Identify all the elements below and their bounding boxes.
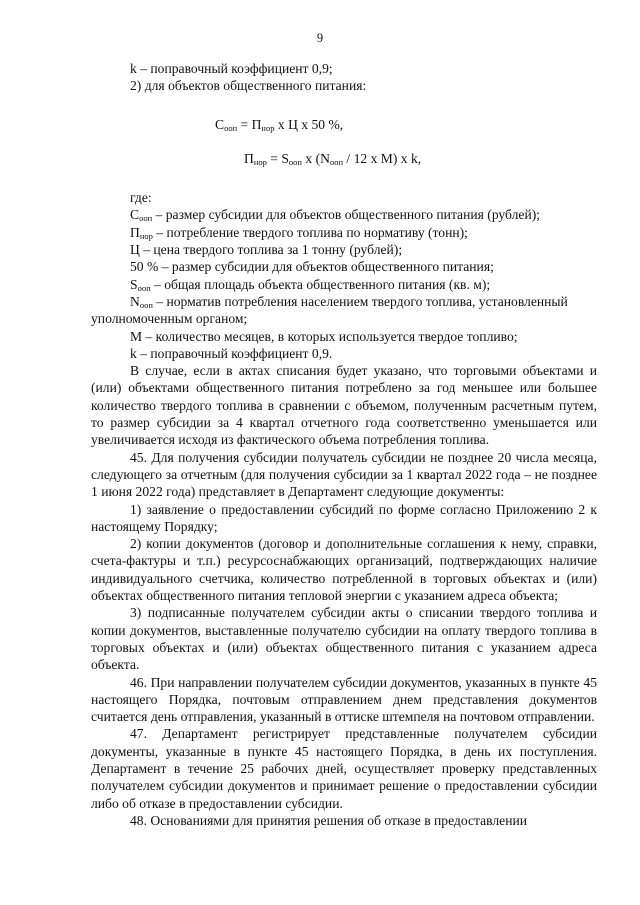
definition-norm-cont: уполномоченным органом; bbox=[91, 311, 248, 327]
definition-coefficient: k – поправочный коэффициент 0,9. bbox=[130, 345, 333, 361]
paragraph-45-item-2: 2) копии документов (договор и дополнительные соглашения к нему, справки, счета-фактуры и т.п.) ресурсоснабжающих организаций, подтверждающих наличие индивидуального счетчика, количество потребленной в торговых объектах и (или) объектах общественного питания тепловой энергии с указанием адреса объекта; bbox=[91, 536, 597, 604]
formula-subsidy: $С_{ооп} = П_{нор}$ x Ц x 50 %, bbox=[215, 116, 344, 133]
definition-consumption: $П_{нор}$ – потребление твердого топлива по нормативу (тонн); bbox=[130, 224, 468, 241]
definition-norm: $N_{ооп}$ – норматив потребления населением твердого топлива, установленный bbox=[130, 293, 568, 310]
formula-consumption: $П_{нор} = S_{ооп}$ x ($N_{ооп} / 12$ x M) x k, bbox=[244, 150, 422, 167]
paragraph-45-item-3: 3) подписанные получателем субсидии акты о списании твердого топлива и копии документов, выставленные получателю субсидии на оплату твердого топлива в торговых объектах и (или) объектах общественного питания с указанием адреса объекта. bbox=[91, 605, 597, 673]
paragraph-46: 46. При направлении получателем субсидии документов, указанных в пункте 45 настоящего Порядка, почтовым отправлением днем представления документов считается день отправления, указанный в оттиске штемпеля на почтовом отправлении. bbox=[91, 674, 597, 725]
intro-line-1: k – поправочный коэффициент 0,9; bbox=[130, 61, 333, 76]
page-number: 9 bbox=[316, 31, 324, 45]
where-label: где: bbox=[130, 190, 152, 206]
definition-months: М – количество месяцев, в которых используется твердое топливо; bbox=[130, 328, 518, 344]
paragraph-45: 45. Для получения субсидии получатель субсидии не позднее 20 числа месяца, следующего за отчетным (для получения субсидии за 1 квартал 2022 года – не позднее 1 июня 2022 года) представляет в Департамент следующие документы: bbox=[91, 449, 597, 500]
paragraph-47: 47. Департамент регистрирует представленные получателем субсидии документы, указанные в пункте 45 настоящего Порядка, в день их поступления. Департамент в течение 25 рабочих дней, осуществляет проверку представленных получателем субсидии документов и принимает решение о предоставлении субсидии либо об отказе в предоставлении субсидии. bbox=[91, 726, 597, 811]
definition-percent: 50 % – размер субсидии для объектов общественного питания; bbox=[130, 259, 494, 275]
paragraph-write-off: В случае, если в актах списания будет указано, что торговыми объектами и (или) объектами общественного питания потреблено за год меньшее или большее количество твердого топлива в сравнении с объемом, полученным расчетным путем, то размер субсидии за 4 квартал отчетного года соответственно уменьшается или увеличивается исходя из фактического объема потребления топлива. bbox=[91, 363, 597, 448]
document-body bbox=[91, 60, 597, 829]
definition-price: Ц – цена твердого топлива за 1 тонну (рублей); bbox=[130, 242, 403, 258]
definition-subsidy: $С_{ооп}$ – размер субсидии для объектов общественного питания (рублей); bbox=[130, 207, 541, 224]
paragraph-45-item-1: 1) заявление о предоставлении субсидий по форме согласно Приложению 2 к настоящему Порядку; bbox=[91, 501, 597, 534]
intro-line-2: 2) для объектов общественного питания: bbox=[130, 78, 367, 94]
definition-area: $S_{ооп}$ – общая площадь объекта общественного питания (кв. м); bbox=[130, 276, 491, 293]
paragraph-48-start: 48. Основаниями для принятия решения об отказе в предоставлении bbox=[130, 812, 528, 828]
